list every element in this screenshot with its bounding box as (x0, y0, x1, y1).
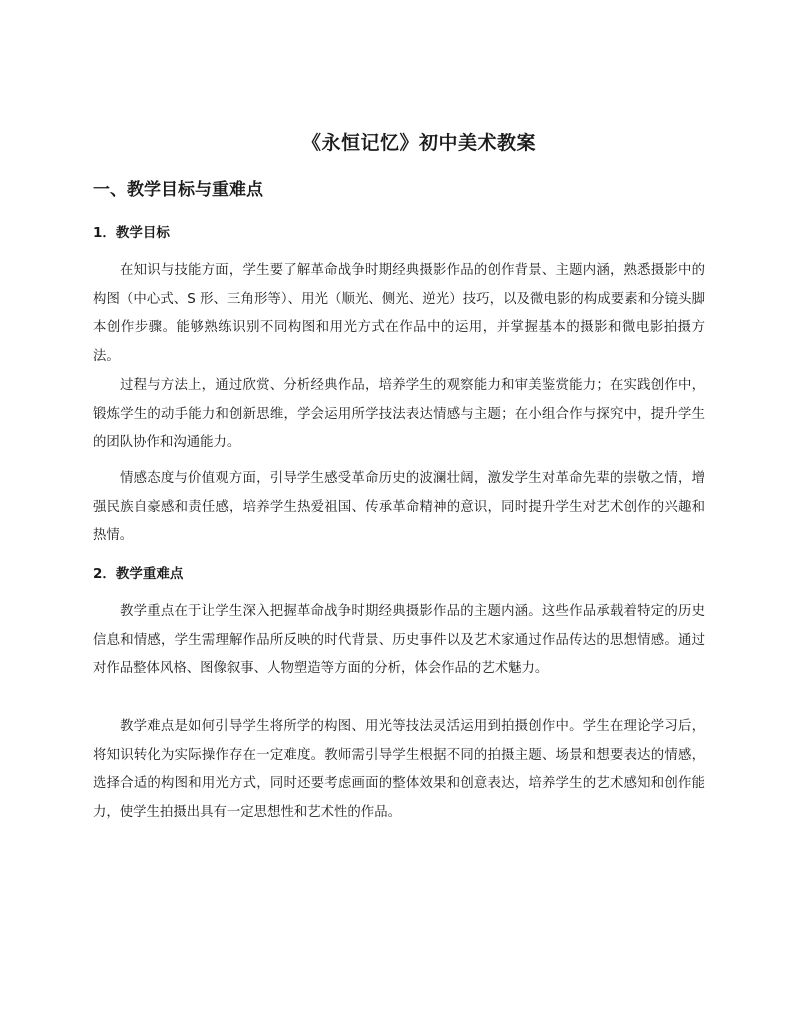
paragraph-knowledge-skills: 在知识与技能方面，学生要了解革命战争时期经典摄影作品的创作背景、主题内涵，熟悉摄影中的构图（中心式、S 形、三角形等）、用光（顺光、侧光、逆光）技巧，以及微电影的构成要素和分镜头脚本创作步骤。能够熟练识别不同构图和用光方式在作品中的运用，并掌握基本的摄影和微电影拍摄方法。 (93, 263, 705, 364)
document-title: 《永恒记忆》初中美术教案 (301, 132, 536, 154)
paragraph-emotion-values: 情感态度与价值观方面，引导学生感受革命历史的波澜壮阔，激发学生对革命先辈的崇敬之情，增强民族自豪感和责任感，培养学生热爱祖国、传承革命精神的意识，同时提升学生对艺术创作的兴趣和热情。 (93, 471, 705, 543)
section-heading-objectives: 一、教学目标与重难点 (93, 180, 263, 200)
paragraph-key-point: 教学重点在于让学生深入把握革命战争时期经典摄影作品的主题内涵。这些作品承载着特定的历史信息和情感，学生需理解作品所反映的时代背景、历史事件以及艺术家通过作品传达的思想情感。通过对作品整体风格、图像叙事、人物塑造等方面的分析，体会作品的艺术魅力。 (93, 604, 705, 676)
subsection-heading-teaching-goals: 1．教学目标 (93, 225, 170, 241)
paragraph-process-methods: 过程与方法上，通过欣赏、分析经典作品，培养学生的观察能力和审美鉴赏能力；在实践创作中，锻炼学生的动手能力和创新思维，学会运用所学技法表达情感与主题；在小组合作与探究中，提升学生的团队协作和沟通能力。 (93, 378, 705, 450)
subsection-heading-key-difficult-points: 2．教学重难点 (93, 566, 184, 582)
paragraph-difficult-point: 教学难点是如何引导学生将所学的构图、用光等技法灵活运用到拍摄创作中。学生在理论学习后，将知识转化为实际操作存在一定难度。教师需引导学生根据不同的拍摄主题、场景和想要表达的情感，选择合适的构图和用光方式，同时还要考虑画面的整体效果和创意表达，培养学生的艺术感知和创作能力，使学生拍摄出具有一定思想性和艺术性的作品。 (93, 719, 705, 820)
